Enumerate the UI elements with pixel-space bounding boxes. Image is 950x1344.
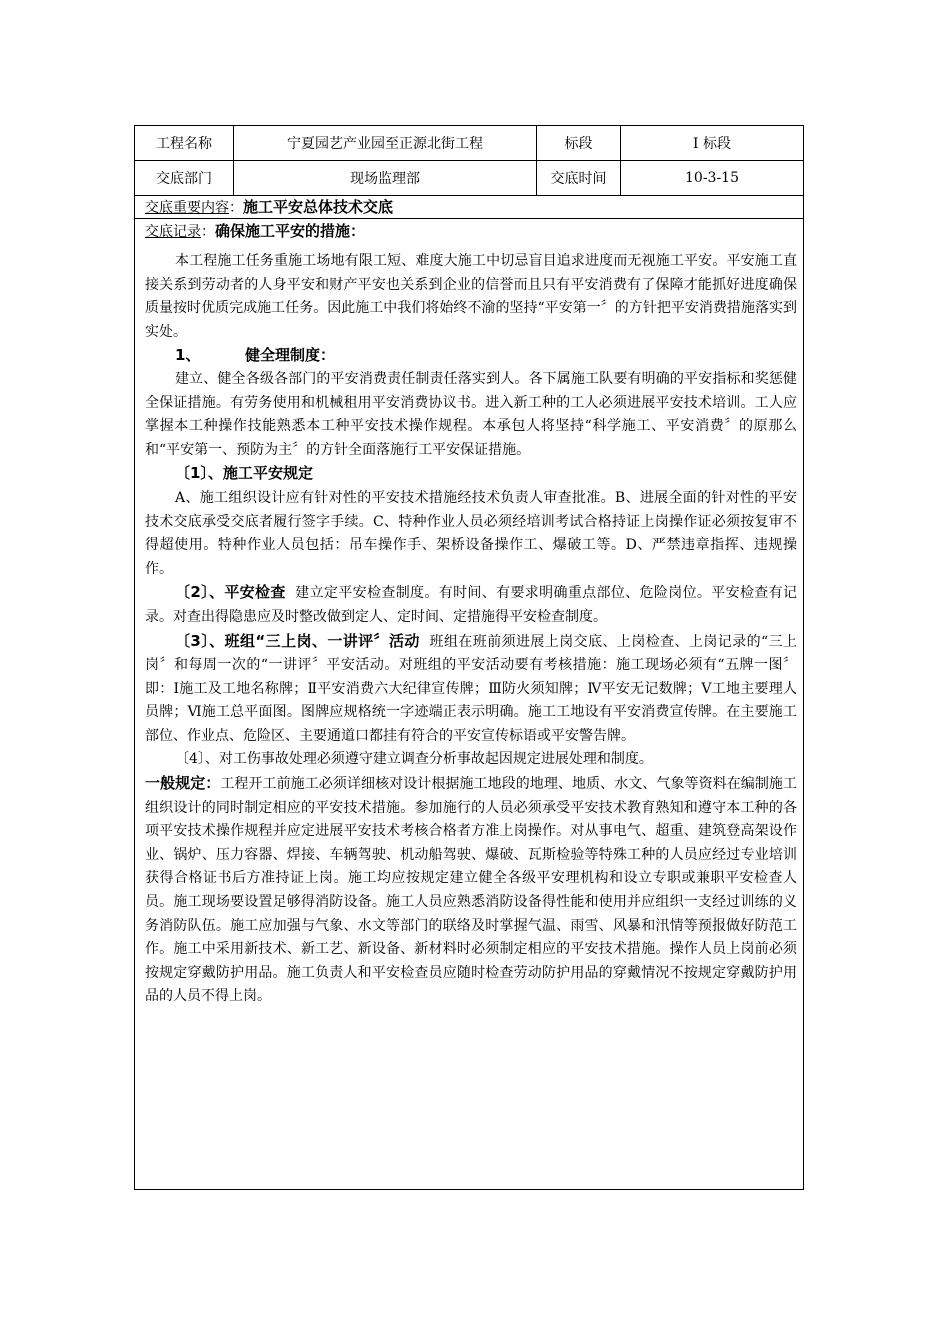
- rule-2-text: 建立定平安检查制度。有时间、有要求明确重点部位、危险岗位。平安检查有记录。对查出得隐患应及时整改做到定人、定时间、定措施得平安检查制度。: [145, 585, 797, 625]
- header-table: [135, 126, 803, 196]
- dept-label: 交底部门: [135, 161, 234, 196]
- rule-1-title: 〔1〕、施工平安规定: [175, 464, 313, 483]
- record-label: 交底记录: [145, 224, 201, 240]
- dept-value: 现场监理部: [234, 161, 537, 196]
- record-value: 确保施工平安的措施：: [215, 222, 366, 240]
- project-name-label: 工程名称: [135, 126, 234, 161]
- record-colon: ：: [201, 224, 215, 240]
- section-1-heading: [145, 344, 797, 368]
- section-1-title: 健全理制度：: [245, 346, 336, 365]
- handover-form: [134, 125, 804, 1190]
- time-value: 10-3-15: [621, 161, 804, 196]
- project-name-value: 宁夏园艺产业园至正源北街工程: [234, 126, 537, 161]
- section-1-paragraph: 建立、健全各级各部门的平安消费责任制责任落实到人。各下属施工队要有明确的平安指标和奖惩健全保证措施。有劳务使用和机械租用平安消费协议书。进入新工种的工人必须进展平安技术培训。工人应掌握本工种操作技能熟悉本工种平安技术操作规程。本承包人将坚持“科学施工、平安消费〞的原那么和“平安第一、预防为主〞的方针全面落施行工平安保证措施。: [145, 370, 797, 458]
- content-value: 施工平安总体技术交底: [243, 198, 394, 216]
- section-label: 标段: [537, 126, 621, 161]
- section-value: Ⅰ 标段: [621, 126, 804, 161]
- record-line: [145, 220, 365, 243]
- time-label: 交底时间: [537, 161, 621, 196]
- section-1-number: 1、: [175, 346, 201, 365]
- general-text: 工程开工前施工必须详细核对设计根据施工地段的地理、地质、水文、气象等资料在编制施工组织设计的同时制定相应的平安技术措施。参加施行的人员必须承受平安技术教育熟知和遵守本工种的各项平安技术操作规程并应定进展平安技术考核合格者方准上岗操作。对从事电气、超重、建筑登高架设作业、锅炉、压力容器、焊接、车辆驾驶、机动船驾驶、爆破、瓦斯检验等特殊工种的人员应经过专业培训获得合格证书后方准持证上岗。施工均应按规定建立健全各级平安理机构和设立专职或兼职平安检查人员。施工现场要设置足够得消防设备。施工人员应熟悉消防设备得性能和使用并应组织一支经过训练的义务消防队伍。施工应加强与气象、水文等部门的联络及时掌握气温、雨雪、风暴和汛情等预报做好防范工作。施工中采用新技术、新工艺、新设备、新材料时必须制定相应的平安技术措施。操作人员上岗前必须按规定穿戴防护用品。施工负责人和平安检查员应随时检查劳动防护用品的穿戴情况不按规定穿戴防护用品的人员不得上岗。: [145, 776, 797, 1005]
- rule-4-paragraph: 〔4〕、对工伤事故处理必须遵守建立调查分析事故起因规定进展处理和制度。: [175, 751, 653, 768]
- rule-1-heading: [145, 462, 797, 487]
- intro-paragraph: 本工程施工任务重施工场地有限工短、难度大施工中切忌盲目追求进度而无视施工平安。平安施工直接关系到劳动者的人身平安和财产平安也关系到企业的信誉而且只有平安消费有了保障才能抓好进度确保质量按时优质完成施工任务。因此施工中我们将始终不渝的坚持“平安第一〞的方针把平安消费措施落实到实处。: [145, 253, 797, 340]
- header-row-2: [135, 161, 803, 196]
- content-line: [135, 196, 803, 219]
- content-label: 交底重要内容: [145, 200, 229, 216]
- rule-3-text: 班组在班前须进展上岗交底、上岗检查、上岗记录的“三上岗〞和每周一次的“一讲评〞平安活动。对班组的平安活动要有考核措施：施工现场必须有“五牌一图〞即：Ⅰ施工及工地名称牌；Ⅱ平安消费六大纪律宣传牌；Ⅲ防火须知牌；Ⅳ平安无记数牌；Ⅴ工地主要理人员牌；Ⅵ施工总平面图。图牌应规格统一字迹端正表示明确。施工工地设有平安消费宣传牌。在主要施工部位、作业点、危险区、主要通道口都挂有符合的平安宣传标语或平安警告牌。: [145, 633, 798, 744]
- header-row-1: [135, 126, 803, 161]
- record-body: [145, 250, 797, 1009]
- rule-2-paragraph: [145, 581, 797, 629]
- rule-2-title: 〔2〕、平安检查: [175, 583, 286, 602]
- rule-1-paragraph: A、施工组织设计应有针对性的平安技术措施经技术负责人审查批准。B、进展全面的针对性的平安技术交底承受交底者履行签字手续。C、特种作业人员必须经培训考试合格持证上岗操作证必须按复审不得超使用。特种作业人员包括：吊车操作手、架桥设备操作工、爆破工等。D、严禁违章指挥、违规操作。: [145, 489, 797, 577]
- rule-3-title: 〔3〕、班组“三上岗、一讲评〞活动: [175, 631, 420, 650]
- general-paragraph: [145, 772, 797, 1009]
- general-title: 一般规定：: [145, 774, 221, 793]
- rule-3-paragraph: [145, 630, 797, 749]
- content-colon: ：: [229, 200, 243, 216]
